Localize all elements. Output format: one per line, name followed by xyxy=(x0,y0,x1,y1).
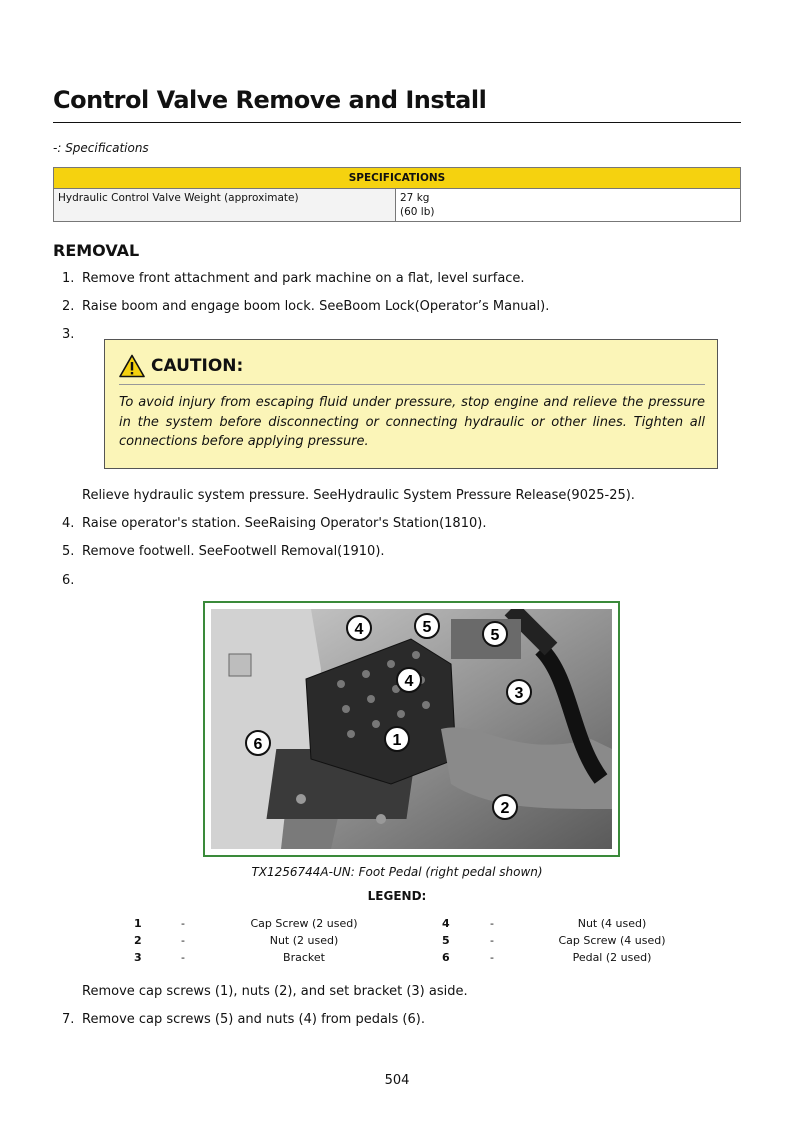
step-4 xyxy=(62,515,486,533)
spec-value-imperial: (60 lb) xyxy=(400,206,435,218)
callout-4-lower: 4 xyxy=(404,673,414,690)
step-1 xyxy=(62,270,525,288)
legend-dash: - xyxy=(181,951,185,964)
legend-num: 6 xyxy=(442,951,450,964)
legend-dash: - xyxy=(181,917,185,930)
spec-table-header: SPECIFICATIONS xyxy=(54,168,741,189)
step-2 xyxy=(62,298,549,316)
step-number: 3. xyxy=(62,327,75,342)
spec-value-metric: 27 kg xyxy=(400,192,430,204)
legend-text: Cap Screw (4 used) xyxy=(558,934,666,947)
title-divider xyxy=(53,122,741,123)
step-6-followup: Remove cap screws (1), nuts (2), and set bracket (3) aside. xyxy=(82,984,468,999)
caution-label: CAUTION: xyxy=(151,356,244,376)
step-text: Remove front attachment and park machine on a flat, level surface. xyxy=(82,271,525,286)
legend-dash: - xyxy=(490,951,494,964)
warning-triangle-icon xyxy=(119,354,145,378)
callout-4-upper: 4 xyxy=(354,621,364,638)
callout-5-upper: 5 xyxy=(422,619,432,636)
callout-5-right: 5 xyxy=(490,627,500,644)
step-text: Raise boom and engage boom lock. SeeBoom Lock(Operator’s Manual). xyxy=(82,299,550,314)
page-number: 504 xyxy=(384,1073,410,1088)
step-number: 1. xyxy=(62,271,75,286)
step-number: 2. xyxy=(62,299,75,314)
legend-item xyxy=(0,949,794,966)
step-text: Remove footwell. SeeFootwell Removal(1910). xyxy=(82,544,385,559)
legend-dash: - xyxy=(490,917,494,930)
legend-text: Bracket xyxy=(283,951,325,964)
legend-num: 3 xyxy=(134,951,142,964)
step-text: Remove cap screws (5) and nuts (4) from pedals (6). xyxy=(82,1012,425,1027)
step-5 xyxy=(62,543,385,561)
callout-6: 6 xyxy=(253,736,263,753)
legend-text: Cap Screw (2 used) xyxy=(250,917,358,930)
foot-pedal-figure xyxy=(203,601,620,857)
step-number: 7. xyxy=(62,1012,75,1027)
caution-text: To avoid injury from escaping fluid under pressure, stop engine and relieve the pressure in the system before disconnecting or connecting hydraulic or other lines. Tighten all connections before applying pressure. xyxy=(119,395,705,449)
legend-num: 5 xyxy=(442,934,450,947)
step-number: 6. xyxy=(62,573,75,588)
callout-1: 1 xyxy=(392,732,402,749)
foot-pedal-photo xyxy=(211,609,612,849)
legend-dash: - xyxy=(181,934,185,947)
legend-dash: - xyxy=(490,934,494,947)
legend-text: Nut (4 used) xyxy=(577,917,647,930)
step-3-followup: Relieve hydraulic system pressure. SeeHydraulic System Pressure Release(9025-25). xyxy=(82,488,635,503)
section-heading-removal: REMOVAL xyxy=(53,241,140,260)
spec-row-value xyxy=(396,189,741,222)
callout-2: 2 xyxy=(500,800,510,817)
legend-title: LEGEND: xyxy=(367,889,427,903)
step-7 xyxy=(62,1011,425,1029)
spec-row-label: Hydraulic Control Valve Weight (approximate) xyxy=(54,189,396,222)
spec-caption: -: Specifications xyxy=(53,141,149,155)
legend-num: 1 xyxy=(134,917,142,930)
legend-num: 4 xyxy=(442,917,450,930)
legend-text: Nut (2 used) xyxy=(269,934,339,947)
figure-caption: TX1256744A-UN: Foot Pedal (right pedal shown) xyxy=(251,865,543,879)
step-text: Raise operator's station. SeeRaising Operator's Station(1810). xyxy=(82,516,487,531)
specifications-table xyxy=(53,167,741,222)
caution-divider xyxy=(119,384,705,385)
callout-3: 3 xyxy=(514,685,524,702)
step-number: 4. xyxy=(62,516,75,531)
step-3 xyxy=(62,326,82,344)
legend-item xyxy=(0,915,794,932)
legend-item xyxy=(0,932,794,949)
legend-num: 2 xyxy=(134,934,142,947)
step-6 xyxy=(62,572,82,590)
caution-header xyxy=(119,352,243,380)
page-title: Control Valve Remove and Install xyxy=(53,86,487,114)
legend-text: Pedal (2 used) xyxy=(572,951,652,964)
step-number: 5. xyxy=(62,544,75,559)
caution-box xyxy=(104,339,718,469)
